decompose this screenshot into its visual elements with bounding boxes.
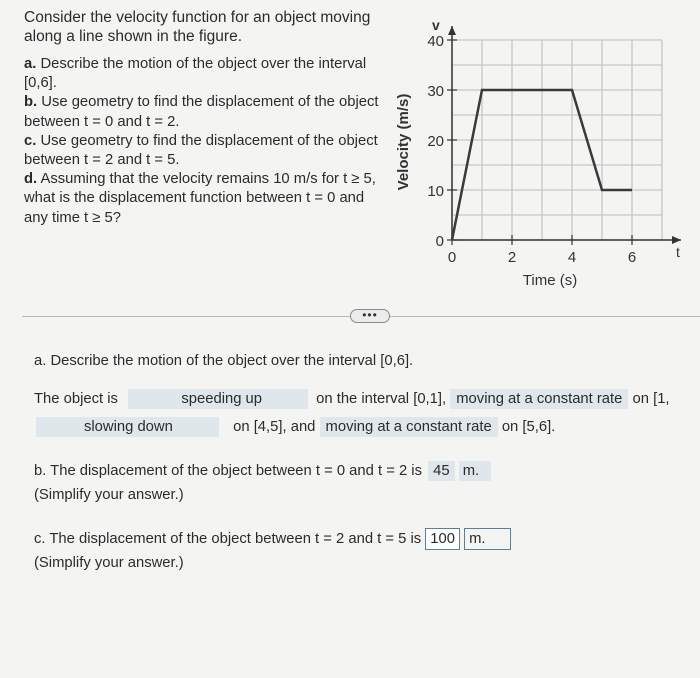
answer-a-text3: on [4,5], and — [233, 419, 316, 435]
question-intro: Consider the velocity function for an object moving along a line shown in the figure. — [24, 9, 371, 45]
answer-c-prefix: c. The displacement of the object between t = 2 and t = 5 is — [34, 531, 422, 547]
x-axis-arrow — [672, 236, 681, 244]
x-axis-letter: t — [676, 244, 680, 260]
y-axis-arrow — [448, 26, 456, 35]
answer-b-prefix: b. The displacement of the object between t = 0 and t = 2 is — [34, 463, 422, 479]
part-c-text: Use geometry to find the displacement of the object between t = 2 and t = 5. — [24, 132, 378, 169]
expand-button[interactable]: ••• — [350, 309, 390, 323]
x-tick-label: 4 — [567, 249, 577, 266]
y-tick-label: 30 — [427, 83, 444, 100]
part-b-label: b. — [24, 94, 38, 111]
part-d-label: d. — [24, 171, 38, 188]
question-part-a — [24, 55, 384, 93]
displacement-b-unit: m. — [459, 461, 491, 481]
answer-c-note: (Simplify your answer.) — [34, 555, 184, 571]
x-tick-label: 6 — [627, 249, 637, 266]
y-tick-label: 20 — [427, 133, 444, 150]
answer-a-line2 — [36, 417, 555, 437]
answer-a-text2: on [1, — [632, 391, 670, 407]
velocity-graph — [385, 10, 695, 310]
answer-a-prefix: The object is — [34, 391, 118, 407]
motion-select-1[interactable]: speeding up — [128, 389, 308, 409]
motion-select-4[interactable]: moving at a constant rate — [320, 417, 498, 437]
part-c-label: c. — [24, 132, 37, 149]
x-axis-label: Time (s) — [522, 272, 578, 289]
x-tick-label: 0 — [447, 249, 457, 266]
part-b-text: Use geometry to find the displacement of the object between t = 0 and t = 2. — [24, 94, 379, 130]
x-tick-label: 2 — [507, 249, 517, 266]
y-tick-label: 10 — [427, 183, 444, 200]
motion-select-3[interactable]: slowing down — [36, 417, 219, 437]
answer-a-title: a. Describe the motion of the object over the interval [0,6]. — [34, 353, 414, 369]
answer-b-line — [34, 461, 491, 481]
question-text — [24, 8, 384, 228]
motion-select-2[interactable]: moving at a constant rate — [450, 389, 628, 409]
question-part-c — [24, 132, 384, 170]
answer-c-line — [34, 528, 511, 550]
answer-b-note: (Simplify your answer.) — [34, 487, 184, 503]
answer-a-text4: on [5,6]. — [501, 419, 556, 435]
question-parts — [24, 55, 384, 228]
answer-section — [34, 351, 700, 571]
velocity-chart-svg — [385, 10, 695, 310]
part-d-text: Assuming that the velocity remains 10 m/s for t ≥ 5, what is the displacement function between t = 0 and any time t ≥ 5? — [24, 171, 376, 226]
y-axis-letter: v — [432, 17, 440, 33]
y-tick-label: 0 — [435, 233, 444, 250]
displacement-c-input[interactable]: 100 — [425, 528, 460, 550]
y-axis-label: Velocity (m/s) — [395, 93, 412, 191]
y-tick-label: 40 — [427, 33, 444, 50]
question-part-b — [24, 93, 384, 131]
displacement-b-answer[interactable]: 45 — [428, 461, 454, 481]
answer-a-line1 — [34, 389, 670, 409]
part-a-text: Describe the motion of the object over the interval [0,6]. — [24, 56, 367, 92]
part-a-label: a. — [24, 56, 37, 72]
answer-a-text1: on the interval [0,1], — [316, 391, 447, 407]
question-part-d — [24, 170, 384, 228]
displacement-c-unit[interactable]: m. — [464, 528, 510, 550]
